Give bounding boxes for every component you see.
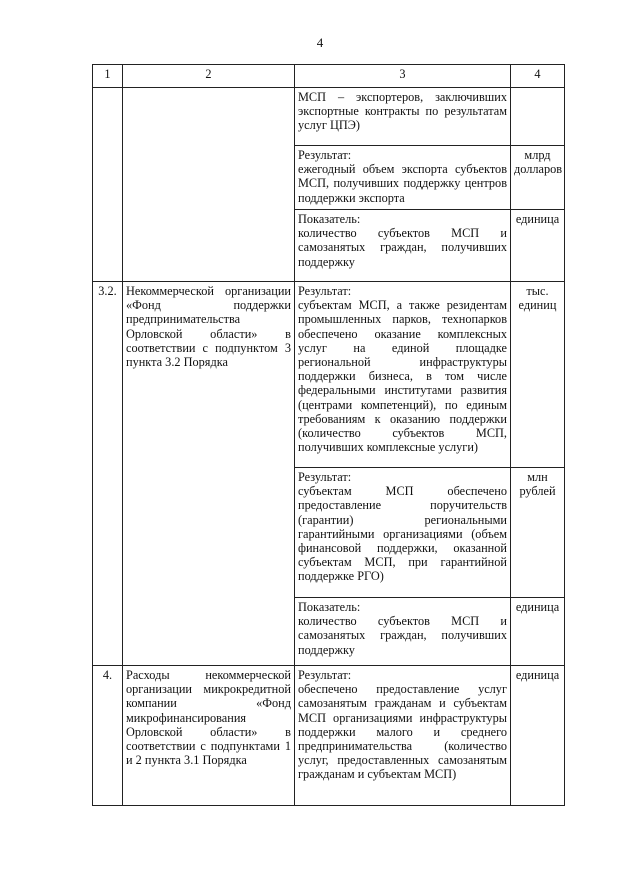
recipient-cell: Некоммерческой организации «Фонд поддержки предпринимательства Орловской области» в соответствии с подпунктом 3 пункта 3.2 Порядка: [123, 282, 295, 666]
indicator-cell: МСП – экспортеров, заключивших экспортные контракты по результатам услуг ЦПЭ): [295, 88, 511, 146]
indicators-table: [92, 64, 565, 806]
table-row: [93, 666, 565, 806]
unit-cell: тыс. единиц: [511, 282, 565, 468]
row-number-cell: 3.2.: [93, 282, 123, 666]
table-row: [93, 88, 565, 146]
indicator-cell: Показатель: количество субъектов МСП и самозанятых граждан, получивших поддержку: [295, 210, 511, 282]
indicator-cell: Результат: обеспечено предоставление услуг самозанятым гражданам и субъектам МСП организациями инфраструктуры поддержки малого и среднего предпринимательства (количество услуг, предоставленных самозанятым гражданам и субъектам МСП): [295, 666, 511, 806]
indicator-cell: Результат: субъектам МСП, а также резидентам промышленных парков, технопарков обеспечено оказание комплексных услуг на единой площадке региональной инфраструктуры поддержки бизнеса, в том числе федеральными институтами развития (центрами компетенций), по единым требованиям к оказанию поддержки (количество субъектов МСП, получивших комплексные услуги): [295, 282, 511, 468]
header-col-3: 3: [295, 65, 511, 88]
indicator-cell: Показатель: количество субъектов МСП и самозанятых граждан, получивших поддержку: [295, 598, 511, 666]
unit-cell: млн рублей: [511, 468, 565, 598]
table-header-row: [93, 65, 565, 88]
header-col-2: 2: [123, 65, 295, 88]
row-number-cell: [93, 88, 123, 282]
indicator-cell: Результат: субъектам МСП обеспечено предоставление поручительств (гарантии) региональными гарантийными организациями (объем финансовой поддержки, оказанной субъектам МСП, при гарантийной поддержке РГО): [295, 468, 511, 598]
page-number: 4: [316, 35, 324, 50]
unit-cell: [511, 88, 565, 146]
header-col-1: 1: [93, 65, 123, 88]
unit-cell: единица: [511, 598, 565, 666]
table-row: [93, 282, 565, 468]
recipient-cell: Расходы некоммерческой организации микрокредитной компании «Фонд микрофинансирования Орловской области» в соответствии с подпунктами 1 и 2 пункта 3.1 Порядка: [123, 666, 295, 806]
indicator-cell: Результат: ежегодный объем экспорта субъектов МСП, получивших поддержку центров поддержки экспорта: [295, 146, 511, 210]
recipient-cell: [123, 88, 295, 282]
unit-cell: млрд долларов: [511, 146, 565, 210]
header-col-4: 4: [511, 65, 565, 88]
unit-cell: единица: [511, 666, 565, 806]
row-number-cell: 4.: [93, 666, 123, 806]
unit-cell: единица: [511, 210, 565, 282]
